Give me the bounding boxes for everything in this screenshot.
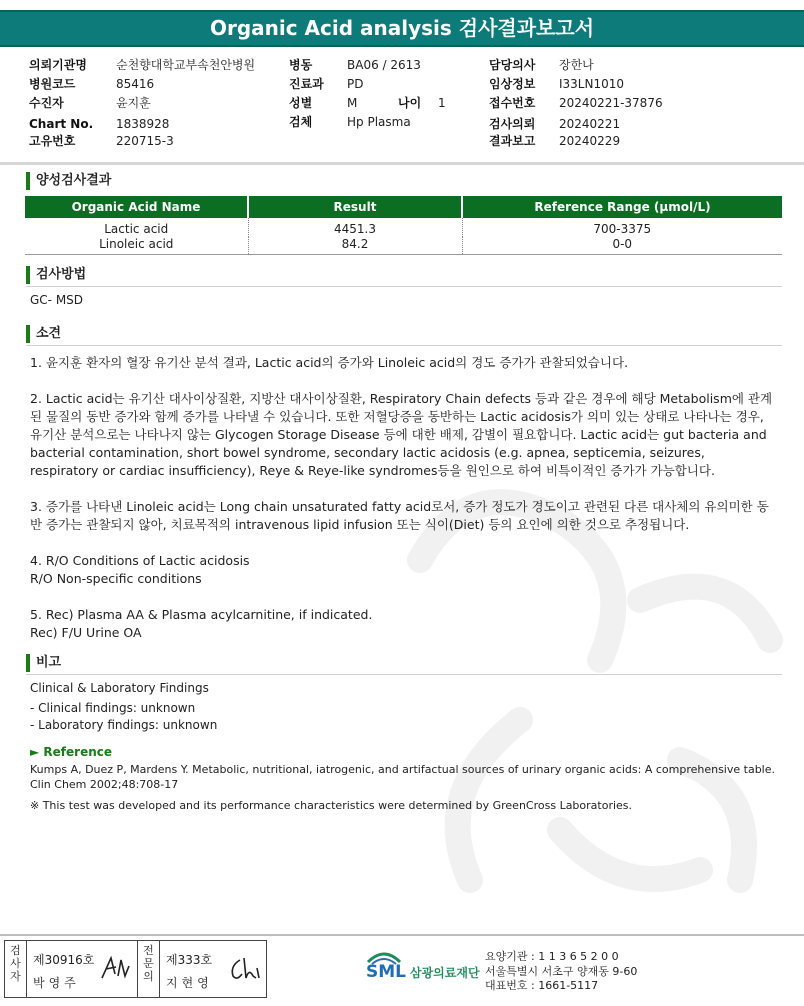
- findings-divider: [26, 345, 782, 346]
- doctor-label: 담당의사: [489, 58, 536, 72]
- sex-value: M: [347, 96, 358, 110]
- hospital-label: 의뢰기관명: [29, 58, 87, 72]
- finding-5b: Rec) F/U Urine OA: [30, 625, 142, 640]
- logo-text: SML: [366, 962, 406, 982]
- result-table: [25, 196, 782, 255]
- org-phone: 대표번호 : 1661-5117: [485, 979, 599, 992]
- request-value: 20240221: [559, 117, 621, 131]
- remarks-title: Clinical & Laboratory Findings: [30, 681, 209, 695]
- reference-heading: Reference: [43, 745, 113, 759]
- report-label: 결과보고: [489, 134, 536, 148]
- request-label: 검사의뢰: [489, 117, 536, 131]
- org-name: 삼광의료재단: [410, 966, 480, 980]
- receipt-label: 접수번호: [489, 96, 536, 110]
- org-info: [485, 950, 637, 994]
- specimen-value: Hp Plasma: [347, 115, 411, 129]
- header-divider: [0, 162, 804, 165]
- age-label: 나이: [398, 96, 422, 110]
- hospital-value: 순천향대학교부속천안병원: [116, 58, 256, 72]
- method-heading: 검사방법: [26, 266, 86, 284]
- row-range: 700-3375: [462, 218, 782, 237]
- patient-name-label: 수진자: [29, 96, 64, 110]
- finding-3: 3. 증가를 나타낸 Linoleic acid는 Long chain unsaturated fatty acid로서, 증가 정도가 경도이고 관련된 다른 대사체의 유의미한 동반 증가는 관찰되지 않아, 치료목적의 intravenous lipid infusion 또는 식이(Diet) 등의 요인에 의한 것으로 추정됩니다.: [30, 499, 769, 532]
- table-row: [25, 237, 782, 255]
- positive-heading: 양성검사결과: [26, 172, 111, 190]
- finding-4a: 4. R/O Conditions of Lactic acidosis: [30, 553, 250, 568]
- age-value: 1: [438, 96, 446, 110]
- reference-citation: Kumps A, Duez P, Mardens Y. Metabolic, nutritional, iatrogenic, and artifactual sources of urinary organic acids: A comprehensive table. Clin Chem 2002;48:708-17: [30, 763, 775, 791]
- reviewer-cell: [160, 941, 266, 997]
- row-result: 4451.3: [248, 218, 462, 237]
- examiner-cell: [27, 941, 138, 997]
- dept-label: 진료과: [289, 77, 324, 91]
- col-name-header: Organic Acid Name: [25, 196, 248, 218]
- hosp-code-label: 병원코드: [29, 77, 76, 91]
- footer-divider: [0, 934, 804, 936]
- remarks-item-clinical: - Clinical findings: unknown: [30, 701, 196, 715]
- chart-value: 1838928: [116, 117, 170, 131]
- dept-value: PD: [347, 77, 364, 91]
- col-result-header: Result: [248, 196, 462, 218]
- ward-label: 병동: [289, 58, 313, 72]
- hospital-row: [29, 58, 87, 72]
- col-range-header: Reference Range (μmol/L): [462, 196, 782, 218]
- examiner-name: 박영주: [33, 976, 80, 990]
- remarks-heading: 비고: [26, 654, 61, 672]
- org-code: 요양기관 : 1 1 3 6 5 2 0 0: [485, 950, 619, 963]
- examiner-license: 제30916호: [33, 953, 95, 967]
- sex-label: 성별: [289, 96, 313, 110]
- doctor-value: 장한나: [559, 58, 594, 72]
- remarks-divider: [26, 674, 782, 675]
- report-title: Organic Acid analysis 검사결과보고서: [0, 10, 804, 47]
- specimen-label: 검체: [289, 115, 313, 129]
- remarks-item-lab: - Laboratory findings: unknown: [30, 718, 218, 732]
- chart-label: Chart No.: [29, 117, 94, 131]
- method-divider: [26, 286, 782, 287]
- uid-label: 고유번호: [29, 134, 76, 148]
- method-text: GC- MSD: [30, 293, 84, 307]
- uid-value: 220715-3: [116, 134, 174, 148]
- table-header-row: [25, 196, 782, 218]
- hosp-code-value: 85416: [116, 77, 155, 91]
- row-result: 84.2: [248, 237, 462, 255]
- reference-heading-row: [30, 745, 112, 759]
- org-address: 서울특별시 서초구 양재동 9-60: [485, 964, 638, 978]
- patient-name-value: 윤지훈: [116, 96, 151, 110]
- signature-box: [4, 940, 267, 998]
- finding-1: 1. 윤지훈 환자의 혈장 유기산 분석 결과, Lactic acid의 증가와 Linoleic acid의 경도 증가가 관찰되었습니다.: [30, 355, 629, 370]
- reviewer-name: 지현영: [166, 976, 213, 990]
- reviewer-signature: [228, 954, 262, 982]
- finding-4b: R/O Non-specific conditions: [30, 571, 202, 586]
- ward-value: BA06 / 2613: [347, 58, 421, 72]
- row-range: 0-0: [462, 237, 782, 255]
- receipt-value: 20240221-37876: [559, 96, 663, 110]
- examiner-signature: [99, 954, 131, 982]
- row-name: Linoleic acid: [99, 237, 174, 251]
- reviewer-license: 제333호: [166, 953, 213, 967]
- table-row: [25, 218, 782, 237]
- finding-5a: 5. Rec) Plasma AA & Plasma acylcarnitine, if indicated.: [30, 607, 373, 622]
- report-value: 20240229: [559, 134, 621, 148]
- triangle-icon: ►: [30, 745, 40, 759]
- clinical-label: 임상정보: [489, 77, 536, 91]
- finding-2: 2. Lactic acid는 유기산 대사이상질환, 지방산 대사이상질환, Respiratory Chain defects 등과 같은 경우에 해당 Metabolism에 관계된 물질의 동반 증가와 함께 증가를 나타낼 수 있습니다. 또한 저혈당증을 동반하는 Lactic acidosis가 의미 있는 상태로 나타나는 경우, 유기산 분석으로는 나타나지 않는 Glycogen Storage Disease 등에 대한 배제, 감별이 필요합니다. Lactic acid는 gut bacteria and bacterial contamination, short bowel syndrome, secondary lactic acidosis (e.g. apnea, septicemia, seizures, respiratory or cardiac insufficiency), Reye & Reye-like syndromes등을 원인으로 하여 비특이적인 증가가 가능합니다.: [30, 391, 773, 478]
- reviewer-label: 전 문 의: [138, 941, 160, 997]
- remarks-body: [30, 680, 775, 734]
- clinical-value: I33LN1010: [559, 77, 625, 91]
- examiner-label: 검 사 자: [5, 941, 27, 997]
- row-name: Lactic acid: [104, 222, 169, 236]
- findings-body: [30, 354, 775, 642]
- reference-note: ※ This test was developed and its performance characteristics were determined by GreenCross Laboratories.: [30, 799, 633, 812]
- findings-heading: 소견: [26, 325, 61, 343]
